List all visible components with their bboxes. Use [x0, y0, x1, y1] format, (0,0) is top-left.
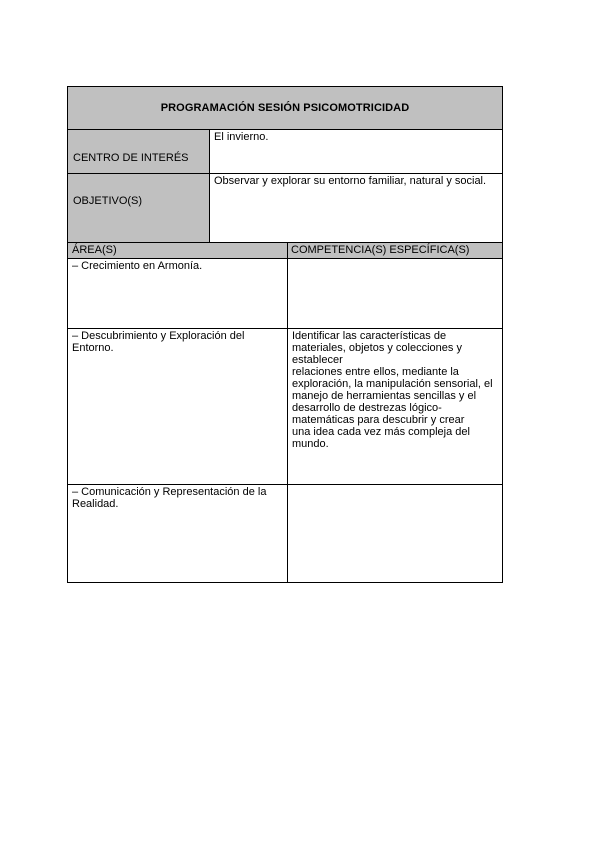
table-row	[68, 329, 502, 485]
competencia-header: COMPETENCIA(S) ESPECÍFICA(S)	[291, 244, 470, 256]
table-row	[68, 485, 502, 582]
competencia-cell	[288, 485, 502, 582]
objetivo-value: Observar y explorar su entorno familiar, natural y social.	[214, 175, 487, 187]
table-title: PROGRAMACIÓN SESIÓN PSICOMOTRICIDAD	[68, 87, 502, 130]
area-cell: – Descubrimiento y Exploración del Entorno.	[68, 329, 288, 484]
competencia-text: Identificar las características de materiales, objetos y colecciones y establecer	[292, 330, 462, 366]
competencia-text: relaciones entre ellos, mediante la exploración, la manipulación sensorial, el manejo de herramientas sencillas y el desarrollo de destrezas lógico-matemáticas para descubrir y crear	[292, 366, 493, 426]
centro-interes-label: CENTRO DE INTERÉS	[68, 130, 210, 173]
objetivo-label: OBJETIVO(S)	[68, 174, 210, 242]
table-header-row	[68, 243, 502, 259]
competencia-cell	[288, 259, 502, 328]
objetivo-row	[68, 174, 502, 243]
session-programming-table	[67, 86, 503, 583]
competencia-text: una idea cada vez más compleja del mundo.	[292, 426, 470, 450]
competencia-cell	[288, 329, 502, 484]
centro-interes-value: El invierno.	[214, 131, 269, 143]
centro-interes-row	[68, 130, 502, 174]
area-cell: – Comunicación y Representación de la Realidad.	[68, 485, 288, 582]
area-header: ÁREA(S)	[68, 243, 288, 258]
area-cell: – Crecimiento en Armonía.	[68, 259, 288, 328]
table-row	[68, 259, 502, 329]
